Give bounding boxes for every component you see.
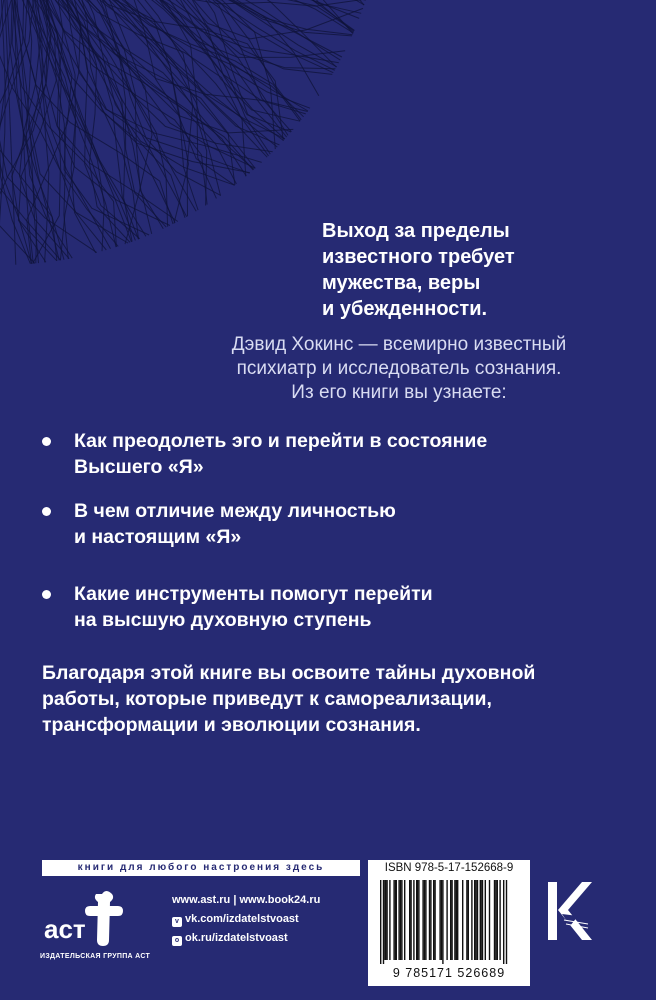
- barcode-bar: [429, 880, 430, 960]
- barcode-bar: [480, 880, 482, 960]
- barcode-bar: [400, 880, 401, 960]
- logo-text: аст: [44, 914, 86, 944]
- barcode-bar: [503, 880, 504, 964]
- barcode-bar: [494, 880, 495, 960]
- barcode-bar: [506, 880, 507, 964]
- barcode-bar: [456, 880, 457, 960]
- isbn-barcode-box: [368, 860, 530, 986]
- bullet-icon: [42, 590, 51, 599]
- barcode-bar: [450, 880, 451, 960]
- barcode-bar: [439, 880, 440, 960]
- tagline-line: мужества, веры: [322, 272, 481, 294]
- intro-line: Дэвид Хокинс — всемирно известный: [231, 334, 567, 355]
- barcode-bar: [475, 880, 476, 960]
- barcode-bar: [416, 880, 418, 960]
- barcode-bar: [471, 880, 472, 960]
- barcode-bar: [446, 880, 447, 960]
- barcode-bar: [395, 880, 397, 960]
- barcode-bar: [386, 880, 387, 960]
- author-intro: [174, 333, 624, 405]
- barcode-bar: [422, 880, 423, 960]
- barcode-bar: [499, 880, 500, 960]
- barcode-bar: [418, 880, 419, 960]
- barcode: [378, 880, 528, 964]
- barcode-bar: [482, 880, 483, 960]
- barcode-bar: [495, 880, 496, 960]
- closing-paragraph: [42, 660, 642, 738]
- barcode-bar: [410, 880, 411, 960]
- barcode-bar: [398, 880, 399, 960]
- ast-logo: [42, 888, 142, 948]
- contact-links: [172, 893, 367, 950]
- publisher-k-logo: [548, 880, 594, 942]
- bullet-icon: [42, 507, 51, 516]
- ok-link[interactable]: ok.ru/izdatelstvoast: [185, 932, 288, 944]
- vk-link[interactable]: vk.com/izdatelstvoast: [185, 913, 299, 925]
- list-item-line: на высшую духовную ступень: [74, 609, 372, 631]
- closing-line: Благодаря этой книге вы освоите тайны духовной: [42, 662, 536, 684]
- barcode-bar: [393, 880, 394, 960]
- barcode-bar: [466, 880, 467, 960]
- barcode-digits: 9 785171 526689: [392, 966, 506, 980]
- tagline-line: известного требует: [322, 246, 515, 268]
- list-item-line: Высшего «Я»: [74, 456, 204, 478]
- barcode-bar: [434, 880, 435, 960]
- vk-icon: v: [172, 917, 182, 927]
- list-item-line: Как преодолеть эго и перейти в состояние: [74, 430, 488, 452]
- barcode-bar: [425, 880, 426, 960]
- tagline: [322, 218, 622, 322]
- barcode-bar: [462, 880, 463, 960]
- barcode-bar: [430, 880, 431, 960]
- barcode-bar: [433, 880, 434, 960]
- tagline-line: и убежденности.: [322, 298, 488, 320]
- barcode-bar: [380, 880, 381, 964]
- list-item-line: В чем отличие между личностью: [74, 500, 396, 522]
- barcode-bar: [474, 880, 475, 960]
- intro-line: Из его книги вы узнаете:: [291, 382, 507, 403]
- closing-line: работы, которые приведут к самореализации,: [42, 688, 492, 710]
- vk-link-row[interactable]: [172, 912, 367, 931]
- barcode-bar: [409, 880, 410, 960]
- publisher-name: ИЗДАТЕЛЬСКАЯ ГРУППА АСТ: [40, 953, 151, 960]
- web-links[interactable]: www.ast.ru | www.book24.ru: [172, 894, 321, 906]
- barcode-bar: [383, 880, 384, 964]
- barcode-bar: [384, 880, 386, 960]
- bullet-icon: [42, 437, 51, 446]
- closing-line: трансформации и эволюции сознания.: [42, 714, 421, 736]
- ok-icon: o: [172, 936, 182, 946]
- barcode-bar: [457, 880, 458, 960]
- barcode-bar: [489, 880, 490, 960]
- barcode-bar: [389, 880, 390, 960]
- barcode-bar: [485, 880, 486, 960]
- barcode-bar: [441, 880, 442, 960]
- isbn-number: ISBN 978-5-17-152668-9: [384, 862, 514, 874]
- barcode-bar: [451, 880, 452, 960]
- barcode-bar: [404, 880, 405, 960]
- tagline-line: Выход за пределы: [322, 220, 510, 242]
- barcode-bar: [413, 880, 414, 960]
- list-item-line: Какие инструменты помогут перейти: [74, 583, 433, 605]
- list-item-line: и настоящим «Я»: [74, 526, 242, 548]
- intro-line: психиатр и исследователь сознания.: [236, 358, 562, 379]
- slogan-bar: книги для любого настроения здесь: [42, 860, 360, 876]
- barcode-bar: [477, 880, 478, 960]
- barcode-bar: [468, 880, 469, 960]
- barcode-bar: [454, 880, 455, 960]
- barcode-bar: [401, 880, 402, 960]
- barcode-bar: [424, 880, 425, 960]
- ok-link-row[interactable]: [172, 931, 367, 950]
- barcode-bar: [497, 880, 498, 960]
- barcode-bar: [442, 880, 443, 964]
